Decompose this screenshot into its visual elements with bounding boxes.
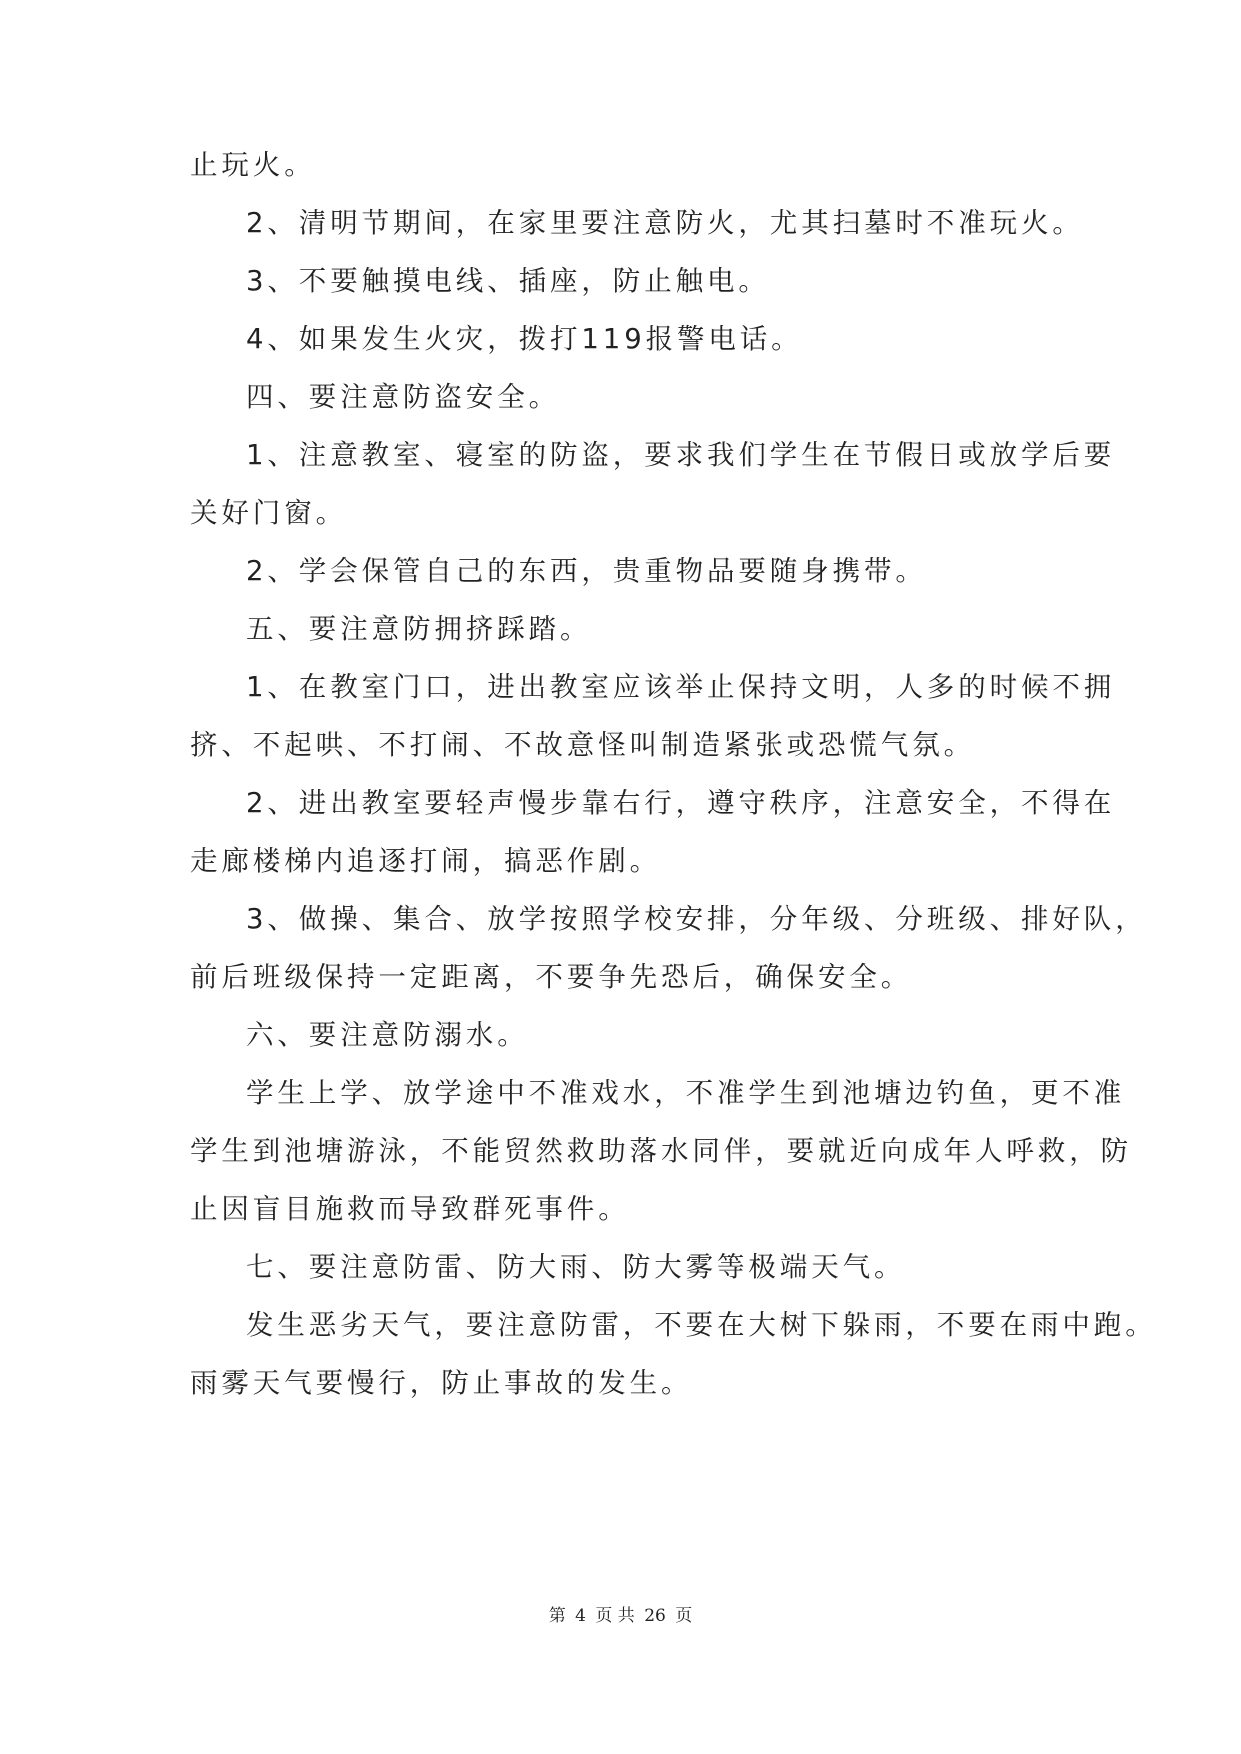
text-line: 雨雾天气要慢行，防止事故的发生。 [190,1367,693,1399]
text-line: 五、要注意防拥挤踩踏。 [246,613,592,645]
text-line: 挤、不起哄、不打闹、不故意怪叫制造紧张或恐慌气氛。 [190,729,975,761]
text-line: 学生上学、放学途中不准戏水，不准学生到池塘边钓鱼，更不准 [246,1077,1126,1109]
text-line: 2、清明节期间，在家里要注意防火，尤其扫墓时不准玩火。 [246,207,1084,239]
text-line: 四、要注意防盗安全。 [246,381,560,413]
text-line: 1、在教室门口，进出教室应该举止保持文明，人多的时候不拥 [246,671,1116,703]
text-line: 2、学会保管自己的东西，贵重物品要随身携带。 [246,555,927,587]
text-line: 发生恶劣天气，要注意防雷，不要在大树下躲雨，不要在雨中跑。 [246,1309,1157,1341]
text-line: 学生到池塘游泳，不能贸然救助落水同伴，要就近向成年人呼救，防 [190,1135,1132,1167]
text-line: 七、要注意防雷、防大雨、防大雾等极端天气。 [246,1251,906,1283]
text-line: 1、注意教室、寝室的防盗，要求我们学生在节假日或放学后要 [246,439,1116,471]
text-line: 关好门窗。 [190,497,347,529]
text-line: 前后班级保持一定距离，不要争先恐后，确保安全。 [190,961,913,993]
text-line: 止玩火。 [190,149,316,181]
footer-total-pages: 26 [644,1606,666,1626]
text-line: 六、要注意防溺水。 [246,1019,529,1051]
footer-current-page: 4 [575,1606,586,1626]
text-line: 3、不要触摸电线、插座，防止触电。 [246,265,770,297]
footer-middle: 页 共 [595,1606,635,1626]
footer-prefix: 第 [548,1606,566,1626]
text-line: 走廊楼梯内追逐打闹，搞恶作剧。 [190,845,661,877]
footer-suffix: 页 [675,1606,693,1626]
page-footer [0,1604,1241,1628]
text-line: 止因盲目施救而导致群死事件。 [190,1193,630,1225]
text-line: 2、进出教室要轻声慢步靠右行，遵守秩序，注意安全，不得在 [246,787,1116,819]
text-line: 4、如果发生火灾，拨打119报警电话。 [246,323,803,355]
text-line: 3、做操、集合、放学按照学校安排，分年级、分班级、排好队， [246,903,1147,935]
